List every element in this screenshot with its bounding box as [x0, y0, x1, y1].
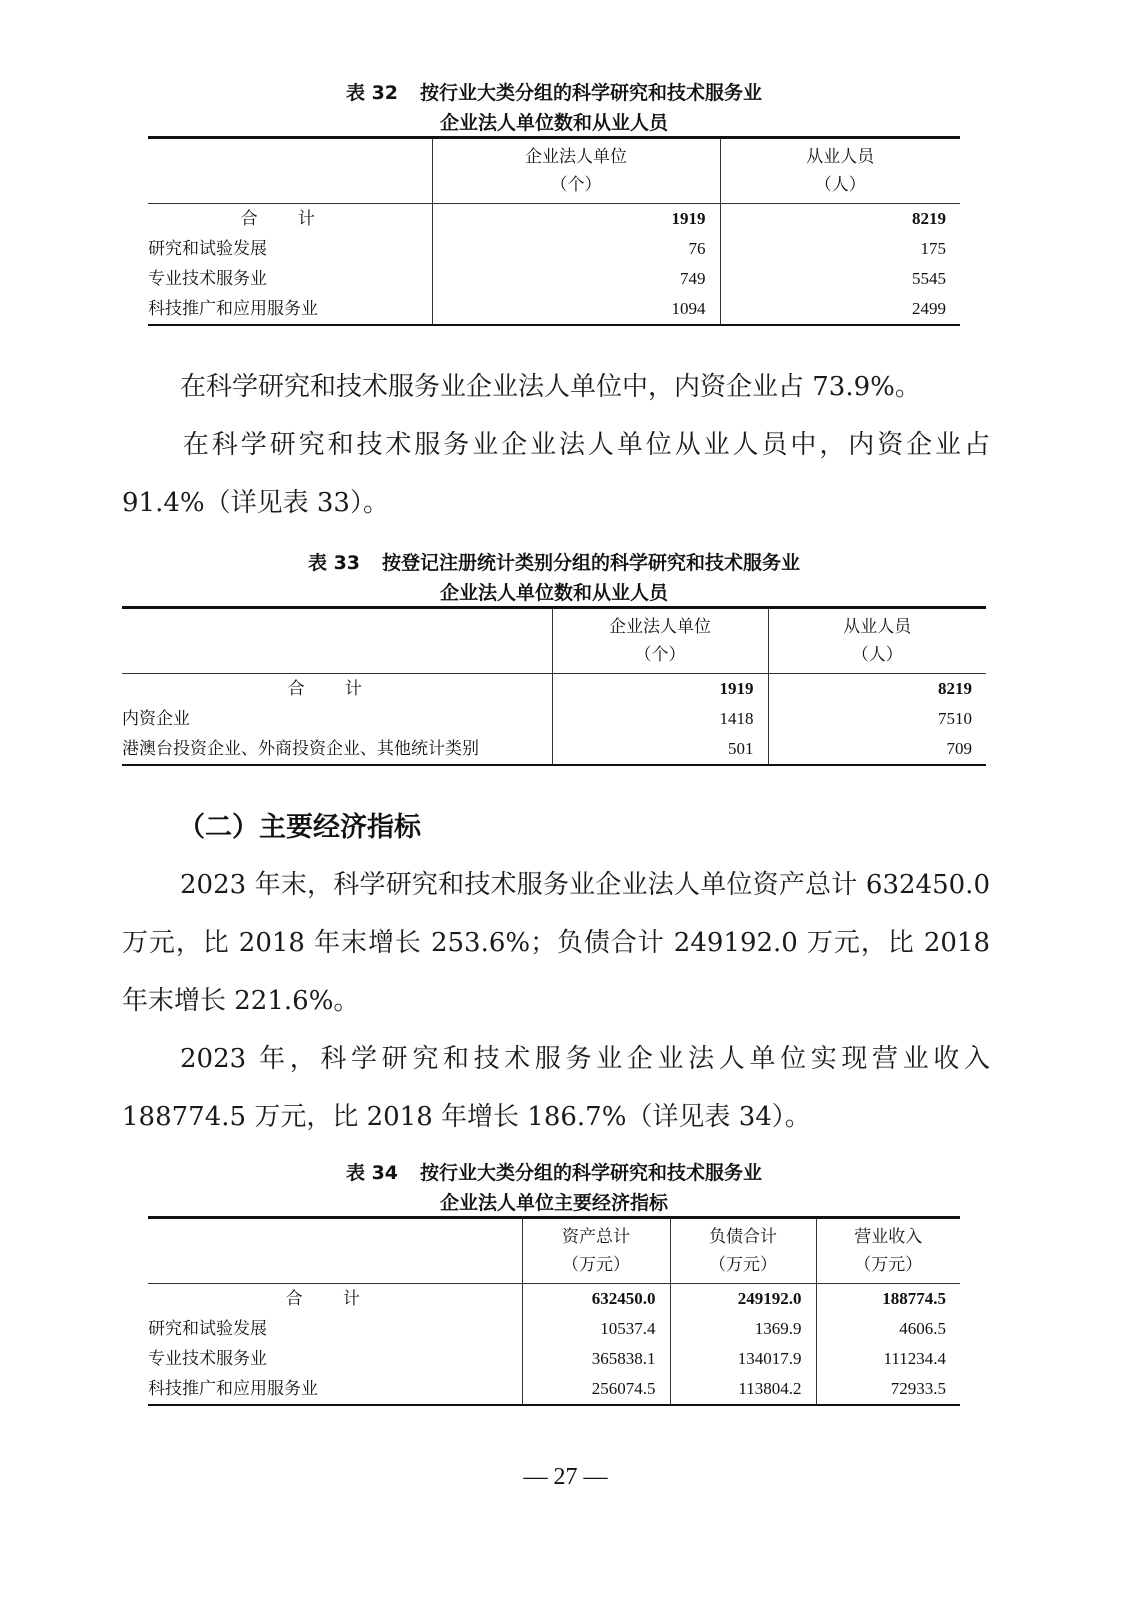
table34-number: 表 34 — [345, 1162, 399, 1184]
table34-row — [148, 1374, 960, 1405]
table32-title: 按行业大类分组的科学研究和技术服务业 — [420, 82, 763, 104]
row-label: 合 计 — [287, 679, 380, 698]
row-label: 研究和试验发展 — [148, 1319, 267, 1338]
table33-title-line2: 企业法人单位数和从业人员 — [439, 582, 668, 604]
table33 — [122, 606, 986, 766]
cell-value: 709 — [768, 734, 986, 765]
table34-header-assets: 资产总计 （万元） — [522, 1218, 670, 1284]
table32 — [148, 136, 960, 326]
cell-value: 5545 — [720, 264, 960, 294]
table33-title-line1 — [122, 548, 986, 578]
table32-header-row — [148, 138, 960, 204]
table33-header-row — [122, 608, 986, 674]
row-label: 科技推广和应用服务业 — [148, 294, 432, 325]
cell-value: 1919 — [432, 204, 720, 235]
section-heading: （二）主要经济指标 — [178, 812, 421, 843]
cell-value: 8219 — [768, 674, 986, 705]
table34-header-row — [148, 1218, 960, 1284]
paragraph-domestic-employees: 在科学研究和技术服务业企业法人单位从业人员中，内资企业占 91.4%（详见表 33）。 — [122, 430, 990, 518]
row-label: 合 计 — [285, 1289, 378, 1308]
table34-title-line1 — [148, 1158, 960, 1188]
cell-value: 188774.5 — [816, 1284, 960, 1315]
cell-value: 749 — [432, 264, 720, 294]
paragraph-revenue: 2023 年，科学研究和技术服务业企业法人单位实现营业收入 188774.5 万元，比 2018 年增长 186.7%（详见表 34）。 — [122, 1044, 990, 1132]
table33-header-units: 企业法人单位 （个） — [552, 608, 768, 674]
table32-title-line1 — [148, 78, 960, 108]
table34-header-revenue: 营业收入 （万元） — [816, 1218, 960, 1284]
table32-header-employees: 从业人员 （人） — [720, 138, 960, 204]
table32-number: 表 32 — [345, 82, 399, 104]
table32-row — [148, 294, 960, 325]
table33-number: 表 33 — [307, 552, 361, 574]
table33-row — [122, 734, 986, 765]
row-label: 研究和试验发展 — [148, 239, 267, 258]
cell-value: 111234.4 — [816, 1344, 960, 1374]
cell-value: 76 — [432, 234, 720, 264]
cell-value: 632450.0 — [522, 1284, 670, 1315]
table34-title-line2: 企业法人单位主要经济指标 — [439, 1192, 668, 1214]
table32-title-line2: 企业法人单位数和从业人员 — [439, 112, 668, 134]
table32-row-total — [148, 204, 960, 235]
table33-caption — [122, 548, 986, 608]
cell-value: 4606.5 — [816, 1314, 960, 1344]
row-label: 合 计 — [240, 209, 333, 228]
paragraph-domestic-units: 在科学研究和技术服务业企业法人单位中，内资企业占 73.9%。 — [180, 372, 921, 402]
table34-row-total — [148, 1284, 960, 1315]
table32-row — [148, 234, 960, 264]
table34-header-blank — [148, 1218, 522, 1284]
table34-row — [148, 1344, 960, 1374]
table34-header-liabilities: 负债合计 （万元） — [670, 1218, 816, 1284]
table33-title: 按登记注册统计类别分组的科学研究和技术服务业 — [382, 552, 801, 574]
cell-value: 72933.5 — [816, 1374, 960, 1405]
table32-header-units: 企业法人单位 （个） — [432, 138, 720, 204]
table33-row-total — [122, 674, 986, 705]
cell-value: 175 — [720, 234, 960, 264]
cell-value: 1094 — [432, 294, 720, 325]
cell-value: 1369.9 — [670, 1314, 816, 1344]
row-label: 内资企业 — [122, 709, 190, 728]
table32-header-blank — [148, 138, 432, 204]
table34 — [148, 1216, 960, 1406]
cell-value: 365838.1 — [522, 1344, 670, 1374]
row-label: 专业技术服务业 — [148, 269, 267, 288]
row-label: 港澳台投资企业、外商投资企业、其他统计类别 — [122, 734, 552, 765]
cell-value: 1418 — [552, 704, 768, 734]
table33-header-blank — [122, 608, 552, 674]
row-label: 专业技术服务业 — [148, 1349, 267, 1368]
cell-value: 256074.5 — [522, 1374, 670, 1405]
cell-value: 113804.2 — [670, 1374, 816, 1405]
page-number: — 27 — — [523, 1464, 608, 1490]
table32-caption — [148, 78, 960, 138]
row-label: 科技推广和应用服务业 — [148, 1374, 522, 1405]
cell-value: 134017.9 — [670, 1344, 816, 1374]
table32-row — [148, 264, 960, 294]
table34-row — [148, 1314, 960, 1344]
cell-value: 501 — [552, 734, 768, 765]
cell-value: 249192.0 — [670, 1284, 816, 1315]
cell-value: 7510 — [768, 704, 986, 734]
cell-value: 2499 — [720, 294, 960, 325]
paragraph-assets-liabilities: 2023 年末，科学研究和技术服务业企业法人单位资产总计 632450.0 万元，比 2018 年末增长 253.6%；负债合计 249192.0 万元，比 2018 年末增长 221.6%。 — [122, 870, 990, 1016]
cell-value: 1919 — [552, 674, 768, 705]
cell-value: 10537.4 — [522, 1314, 670, 1344]
table34-title: 按行业大类分组的科学研究和技术服务业 — [420, 1162, 763, 1184]
cell-value: 8219 — [720, 204, 960, 235]
table33-row — [122, 704, 986, 734]
table33-header-employees: 从业人员 （人） — [768, 608, 986, 674]
table34-caption — [148, 1158, 960, 1218]
